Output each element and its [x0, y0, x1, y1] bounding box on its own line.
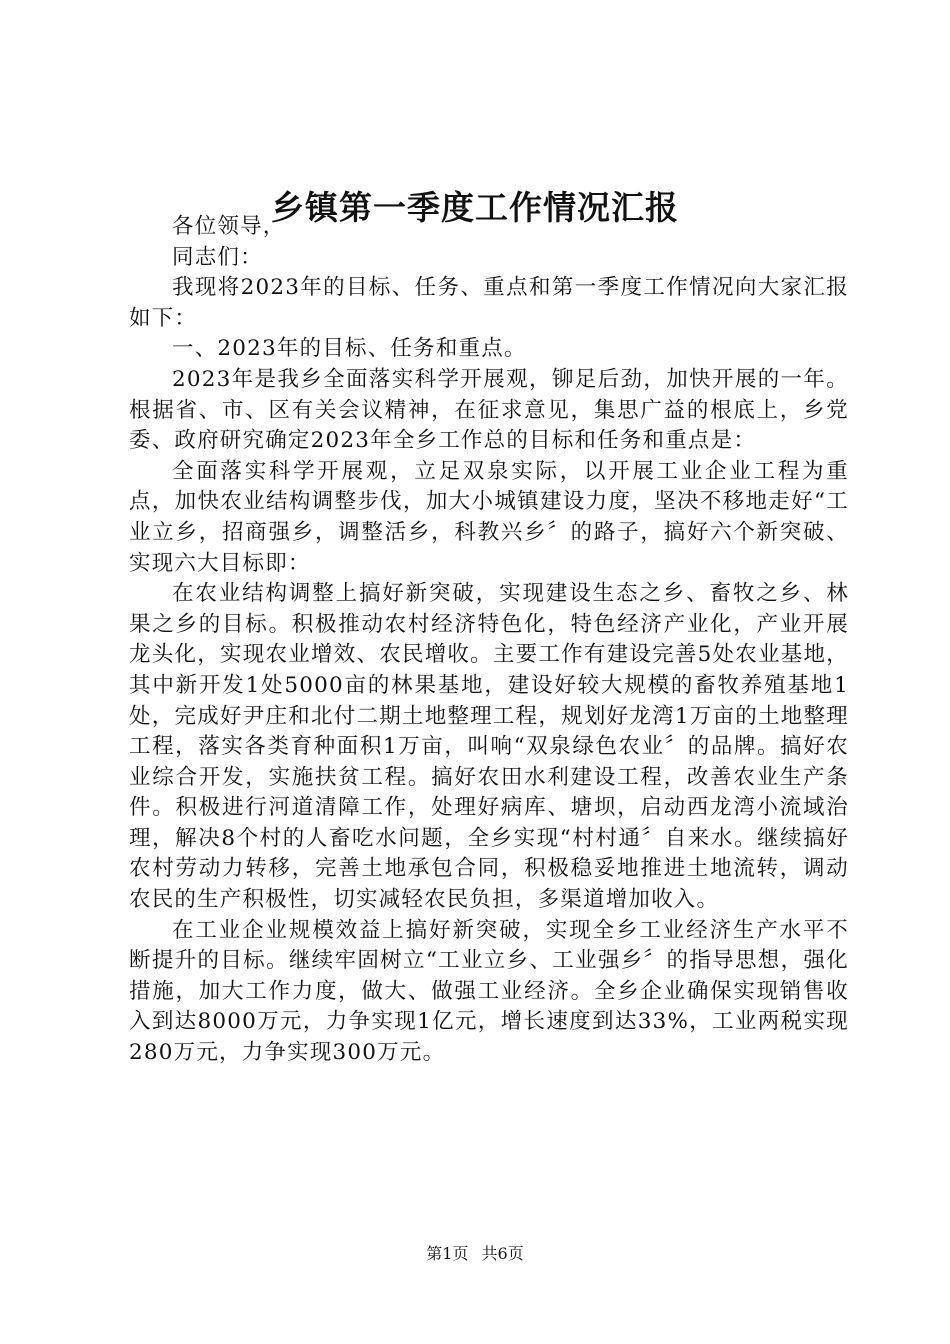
document-body: [129, 212, 849, 1069]
section-heading: 一、2023年的目标、任务和重点。: [172, 336, 527, 362]
paragraph: 2023年是我乡全面落实科学开展观，铆足后劲，加快开展的一年。根据省、市、区有关会议精神，在征求意见，集思广益的根底上，乡党委、政府研究确定2023年全乡工作总的目标和任务和重点是：: [129, 366, 849, 454]
salutation-leaders: 各位领导，: [172, 214, 286, 239]
intro-paragraph: 我现将2023年的目标、任务、重点和第一季度工作情况向大家汇报如下：: [129, 275, 849, 331]
paragraph: 在工业企业规模效益上搞好新突破，实现全乡工业经济生产水平不断提升的目标。继续牢固树立“工业立乡、工业强乡〞的指导思想，强化措施，加大工作力度，做大、做强工业经济。全乡企业确保实现销售收入到达8000万元，力争实现1亿元，增长速度到达33%，工业两税实现280万元，力争实现300万元。: [129, 917, 849, 1066]
page-total: 共6页: [481, 1244, 524, 1263]
page-number: 第1页: [426, 1244, 469, 1263]
salutation-comrades: 同志们：: [172, 244, 263, 270]
page-footer: [0, 1243, 950, 1265]
paragraph: 在农业结构调整上搞好新突破，实现建设生态之乡、畜牧之乡、林果之乡的目标。积极推动农村经济特色化，特色经济产业化，产业开展龙头化，实现农业增效、农民增收。主要工作有建设完善5处农业基地，其中新开发1处5000亩的林果基地，建设好较大规模的畜牧养殖基地1处，完成好尹庄和北付二期土地整理工程，规划好龙湾1万亩的土地整理工程，落实各类育种面积1万亩，叫响“双泉绿色农业〞的品牌。搞好农业综合开发，实施扶贫工程。搞好农田水利建设工程，改善农业生产条件。积极进行河道清障工作，处理好病库、塘坝，启动西龙湾小流域治理，解决8个村的人畜吃水问题，全乡实现“村村通〞自来水。继续搞好农村劳动力转移，完善土地承包合同，积极稳妥地推进土地流转，调动农民的生产积极性，切实减轻农民负担，多渠道增加收入。: [129, 581, 849, 913]
document-title: 乡镇第一季度工作情况汇报: [271, 188, 679, 227]
paragraph: 全面落实科学开展观，立足双泉实际，以开展工业企业工程为重点，加快农业结构调整步伐，加大小城镇建设力度，坚决不移地走好“工业立乡，招商强乡，调整活乡，科教兴乡〞的路子，搞好六个新突破、实现六大目标即：: [129, 458, 849, 576]
